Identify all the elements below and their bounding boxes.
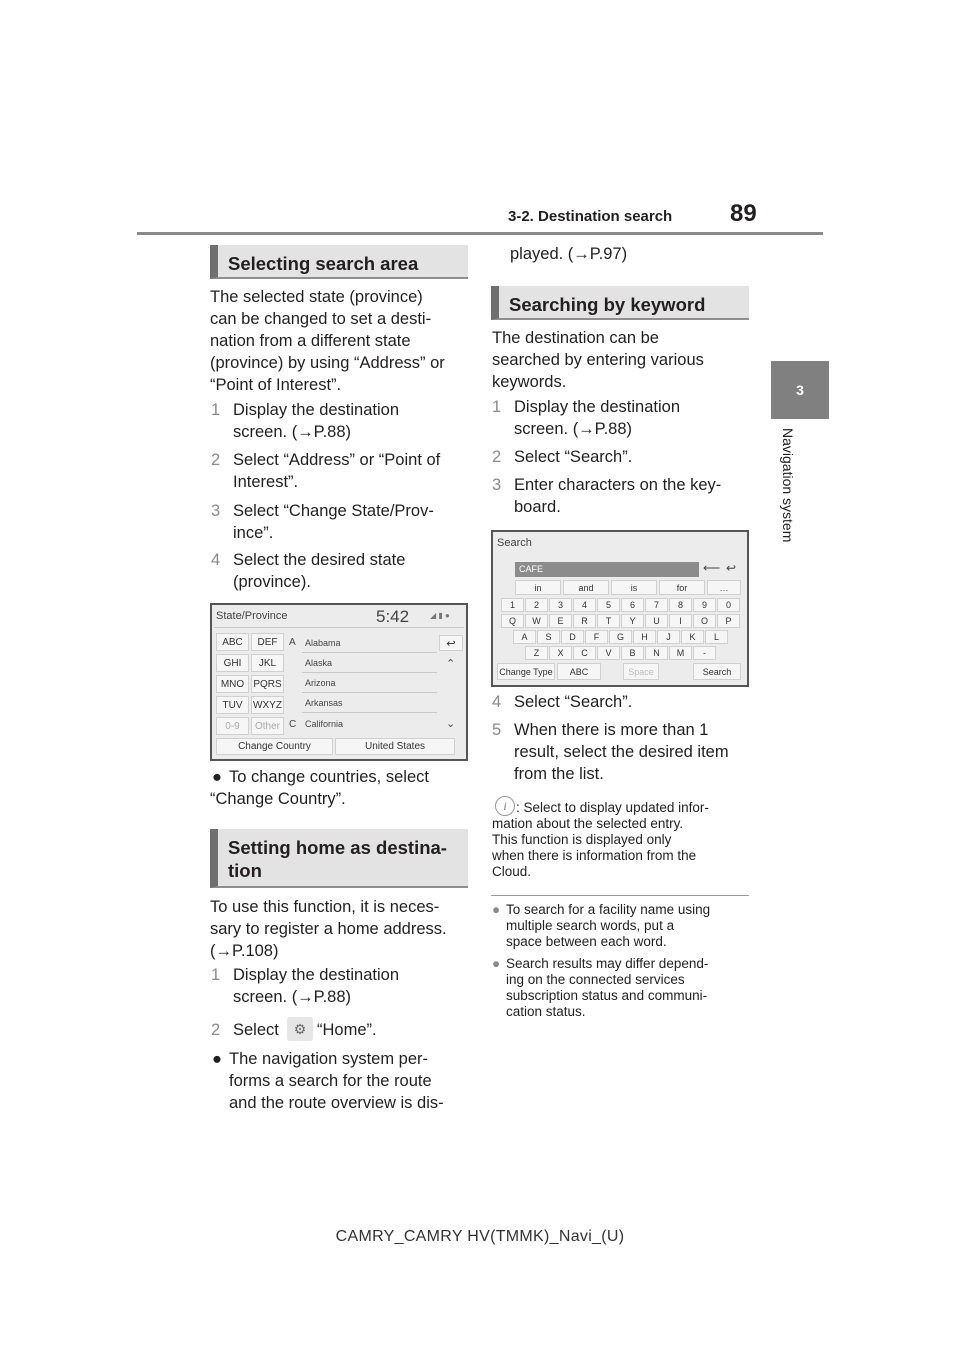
keyboard-key: 8 [669,598,692,612]
note-item: ● To search for a facility name using multiple search words, put a space between each word. [492,902,711,949]
section-header-keyword: Searching by keyword [491,286,749,320]
state-item: Alaska [305,658,333,668]
step-item: 4 Select the desired state (province). [211,551,406,591]
back-icon: ↩ [439,635,463,651]
step-item: 4 Select “Search”. [492,693,633,711]
notes-rule [491,895,749,896]
keyboard-key: 5 [597,598,620,612]
screen-title: Search [497,537,532,549]
keyboard-key: 4 [573,598,596,612]
section-header-home: Setting home as destina- tion [210,829,468,888]
keyboard-key: S [537,630,560,644]
keyboard-key: G [609,630,632,644]
info-icon: i [495,796,515,816]
keyboard-key: 3 [549,598,572,612]
state-item: California [305,719,344,729]
group-button: 0-9 [216,717,249,735]
footer-model: CAMRY_CAMRY HV(TMMK)_Navi_(U) [335,1228,625,1245]
group-button: TUV [216,696,249,714]
screen-title: State/Province [216,610,288,622]
keyboard-key: D [561,630,584,644]
keyboard-key: M [669,646,692,660]
change-country-button: Change Country [216,738,333,755]
suggestion-key: and [563,580,609,595]
group-button: GHI [216,654,249,672]
chapter-number: 3 [796,382,804,398]
keyboard-key: X [549,646,572,660]
keyboard-key: Q [501,614,524,628]
group-button: PQRS [251,675,284,693]
group-button: DEF [251,633,284,651]
state-item: Arizona [305,678,336,688]
search-input: CAFE [515,562,699,577]
keyboard-key: Z [525,646,548,660]
keyboard-key: V [597,646,620,660]
keyboard-key: Y [621,614,644,628]
change-type-button: Change Type [497,663,555,680]
suggestion-key: for [659,580,705,595]
step-item: 2 Select ⚙ “Home”. [211,1019,471,1041]
suggestion-key: is [611,580,657,595]
abc-button: ABC [557,663,601,680]
home-settings-icon: ⚙ [287,1017,313,1041]
keyboard-key: - [693,646,716,660]
page-down-icon: ⌄ [446,718,456,730]
keyboard-key: O [693,614,716,628]
row-divider [302,672,437,673]
group-button: WXYZ [251,696,284,714]
backspace-icon: ⟵ [703,561,721,575]
intro-home: To use this function, it is neces- sary to register a home address. (→P.108) [210,898,447,960]
keyboard-key: L [705,630,728,644]
status-icons: ◢ ▮ ● [430,611,450,620]
keyboard-key: 1 [501,598,524,612]
suggestion-key: in [515,580,561,595]
keyboard-key: U [645,614,668,628]
page-up-icon: ⌃ [446,658,456,670]
keyboard-key: R [573,614,596,628]
group-button: JKL [251,654,284,672]
keyboard-key: B [621,646,644,660]
step-item: 3 Select “Change State/Prov- ince”. [211,502,434,542]
chapter-tab [771,361,829,419]
chapter-label: Navigation system [780,428,796,543]
keyboard-key: W [525,614,548,628]
group-button: Other [251,717,284,735]
step-item: 2 Select “Search”. [492,448,633,466]
keyboard-key: J [657,630,680,644]
keyboard-key: H [633,630,656,644]
step-item: 1 Display the destination screen. (→P.88) [492,398,681,438]
state-item: Arkansas [305,698,343,708]
index-letter: C [289,719,297,730]
page-number: 89 [730,200,757,227]
keyboard-key: F [585,630,608,644]
search-button: Search [693,663,741,680]
info-note: : Select to display updated infor- mation about the selected entry. This function is displayed only when there is information from the Cloud. [492,800,709,879]
keyboard-key: 0 [717,598,740,612]
row-divider [302,652,437,653]
row-divider [302,712,437,713]
keyboard-key: A [513,630,536,644]
state-province-screenshot [210,603,468,761]
back-icon: ↩ [726,561,737,575]
group-button: ABC [216,633,249,651]
bullet-item: ● To change countries, select “Change Country”. [210,768,429,808]
intro-search-area: The selected state (province) can be changed to set a desti- nation from a different state (province) by using “Address” or “Point of Interest”. [210,288,445,394]
intro-keyword: The destination can be searched by entering various keywords. [492,329,704,391]
clock: 5:42 [376,607,410,626]
search-keyboard-screenshot [491,530,749,687]
divider [214,627,464,628]
keyboard-key: 9 [693,598,716,612]
step-item: 1 Display the destination screen. (→P.88) [211,401,400,441]
space-key: Space [623,663,659,680]
step-item: 3 Enter characters on the key- board. [492,476,722,516]
bullet-item: ● The navigation system per- forms a search for the route and the route overview is dis- [212,1050,444,1112]
row-divider [302,692,437,693]
section-header-search-area: Selecting search area [210,245,468,279]
step-item: 2 Select “Address” or “Point of Interest”. [211,451,441,491]
continued-text: played. (→P.97) [510,245,628,263]
group-button: MNO [216,675,249,693]
country-value: United States [335,738,455,755]
header-rule [137,232,823,235]
note-item: ● Search results may differ depend- ing on the connected services subscription status and communi- cation status. [492,956,709,1019]
keyboard-key: 7 [645,598,668,612]
keyboard-key: C [573,646,596,660]
step-item: 1 Display the destination screen. (→P.88) [211,966,400,1006]
keyboard-key: I [669,614,692,628]
state-item: Alabama [305,638,341,648]
more-key: … [707,580,741,595]
section-title: 3-2. Destination search [508,208,673,225]
keyboard-key: 2 [525,598,548,612]
keyboard-key: T [597,614,620,628]
keyboard-key: 6 [621,598,644,612]
keyboard-key: P [717,614,740,628]
step-item: 5 When there is more than 1 result, select the desired item from the list. [492,721,729,783]
keyboard-key: N [645,646,668,660]
index-letter: A [289,637,296,648]
keyboard-key: K [681,630,704,644]
keyboard-key: E [549,614,572,628]
